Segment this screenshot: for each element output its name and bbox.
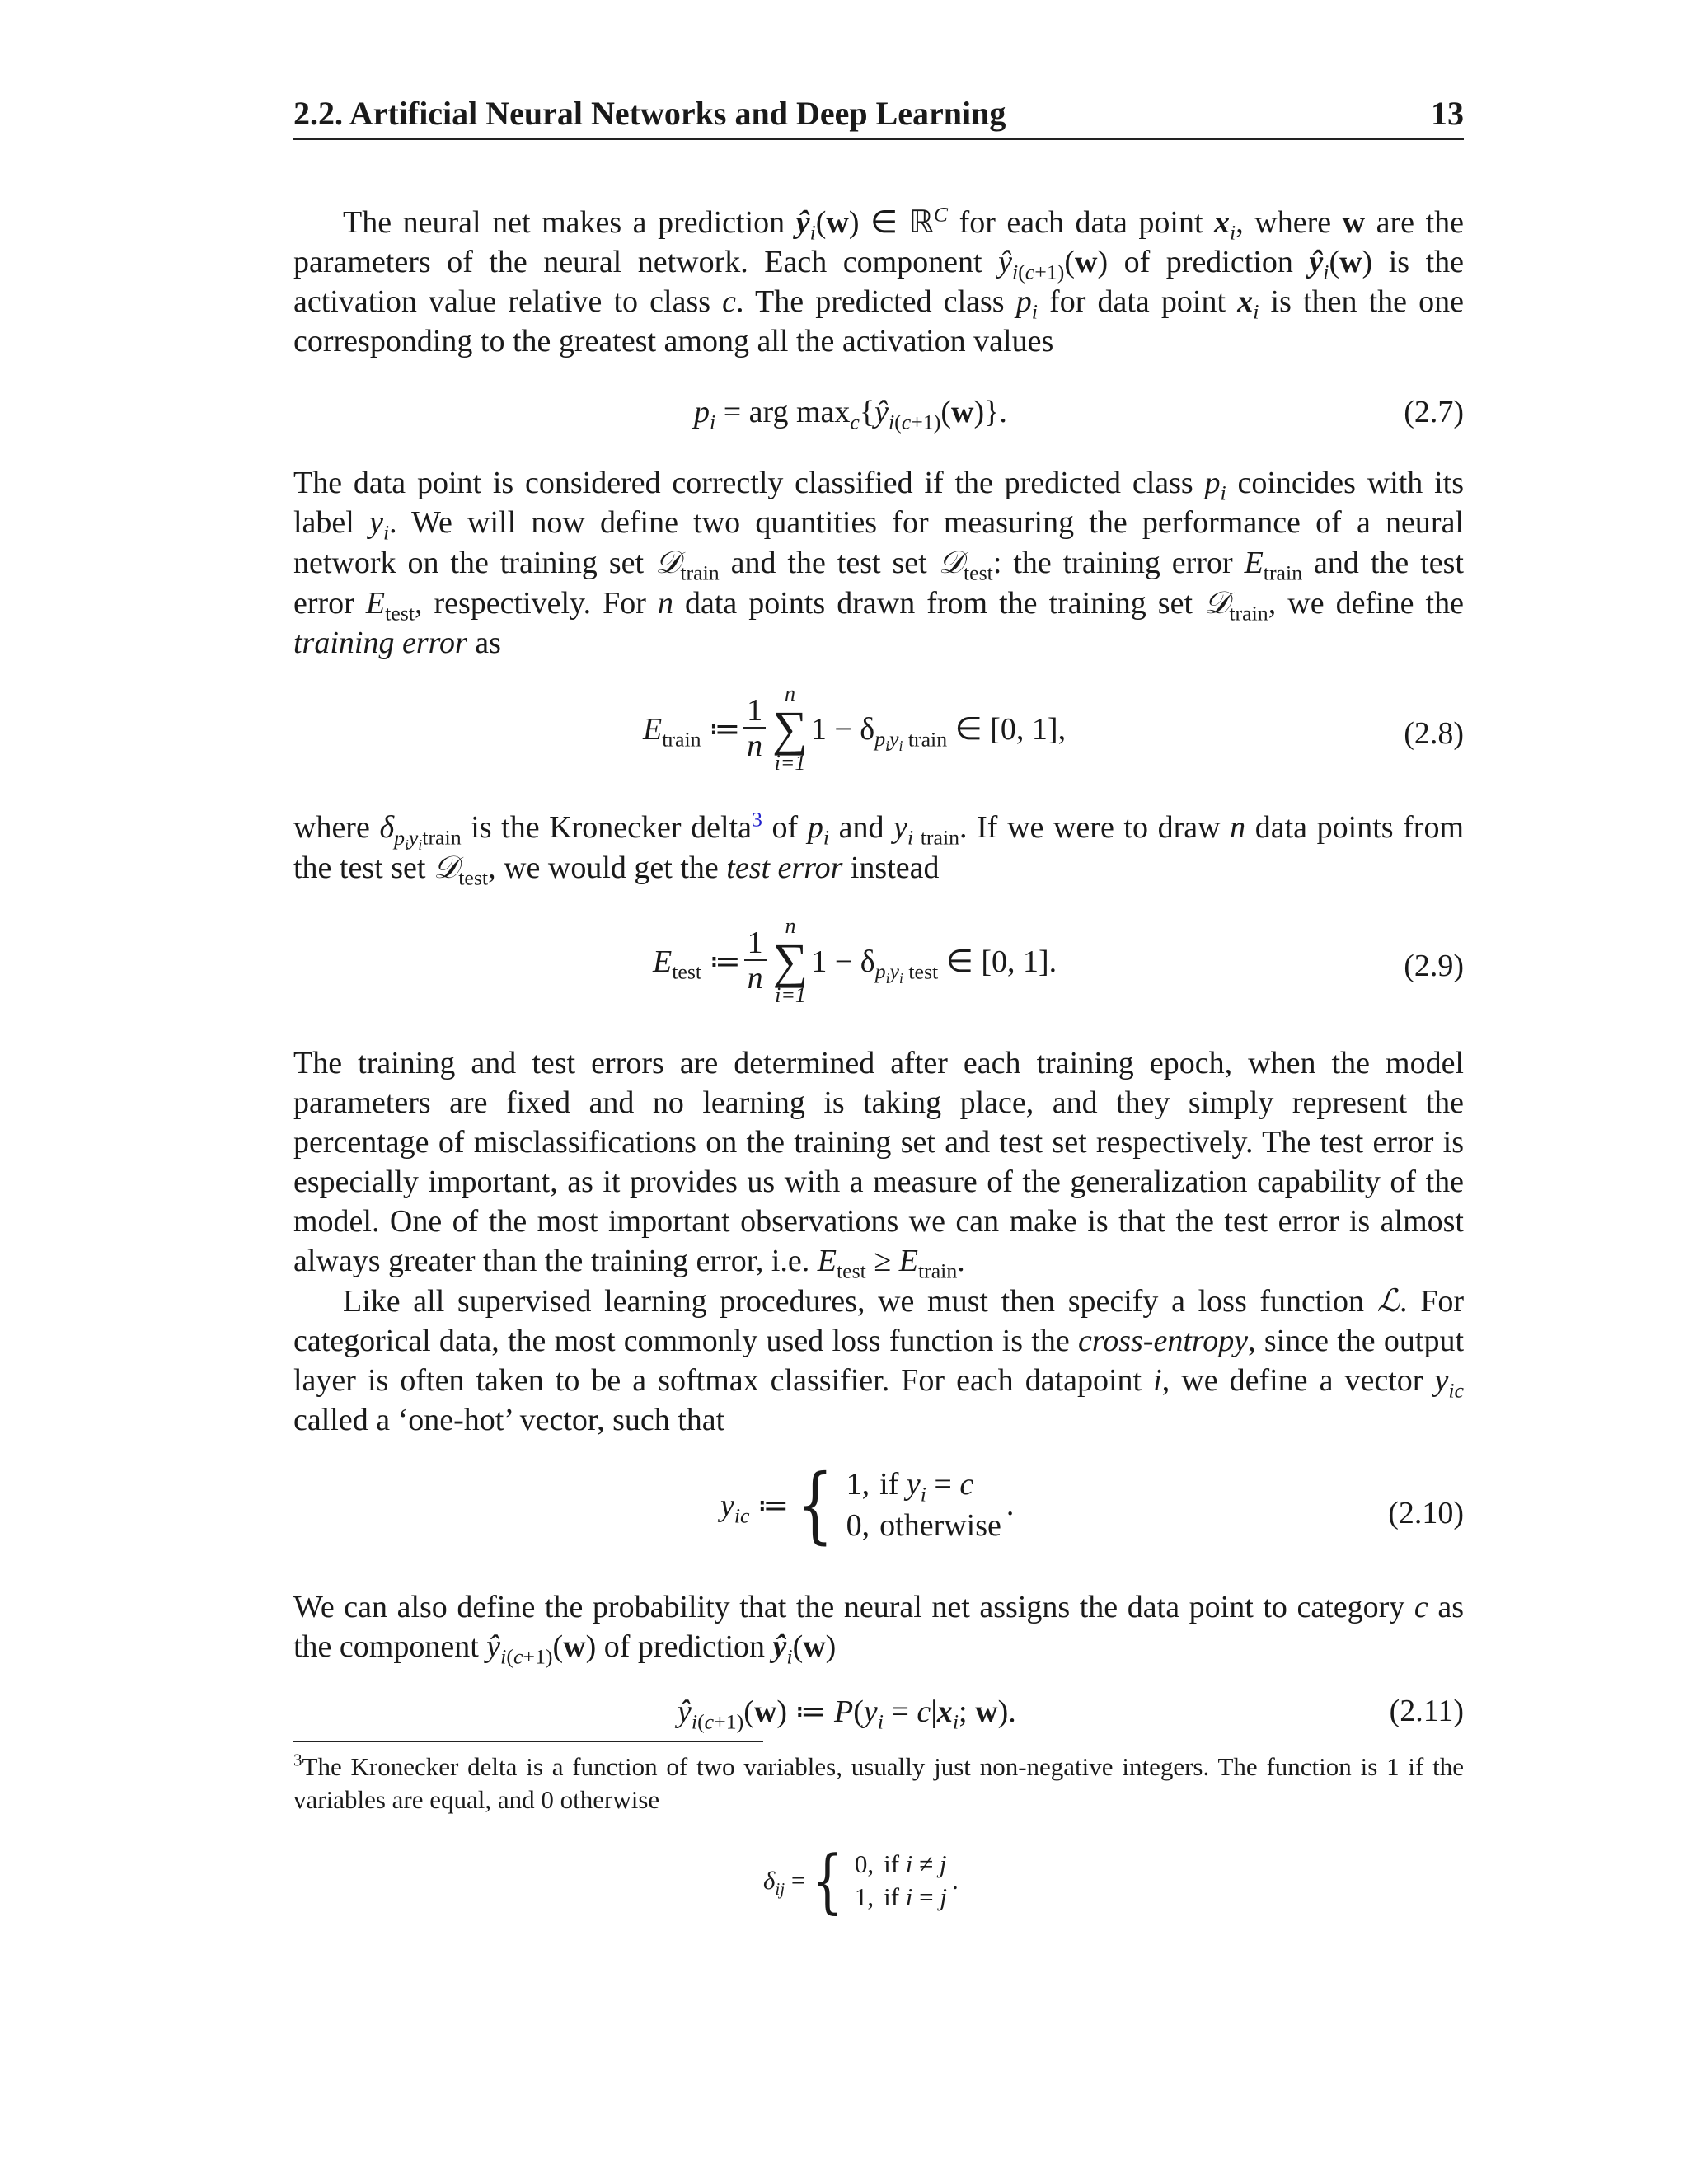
footnote: $^3$The Kronecker delta is a function of two variables, usually just non-negative integers. The function is 1 if the variables are equal, and 0 otherwise bbox=[293, 1750, 1464, 1814]
section-title: 2.2. Artificial Neural Networks and Deep Learning bbox=[293, 95, 1006, 132]
paragraph-probability: We can also define the probability that the neural net assigns the data point to category c as the component $ŷ_{i(c+1)}(w)$ of prediction $ŷ_i(w)$ bbox=[293, 1590, 1465, 1669]
equation-2-9: $E_{test}$ ≔ $\frac{1}{n}$ n ∑ i=1 $1 - \delta_{p_iy_i test}$ ∈ [0, 1]. (2.9) bbox=[653, 914, 1464, 1007]
paragraph-kronecker: where $\delta_{p_iy_itrain}$ is the Kronecker delta$^3$ of $p_i$ and $y_{i train}$. If we were to draw n data points from the test set 𝒟$_{test}$, we would get the test error instead bbox=[293, 807, 1465, 890]
paragraph-error-definitions: The data point is considered correctly classified if the predicted class $p_i$ coincides with its label $y_i$. We will now define two quantities for measuring the performance of a neural network on the training set 𝒟$_{train}$ and the test set 𝒟$_{test}$: the training error $E_{train}$ and the test error $E_{test}$, respectively. For n data points drawn from the training set 𝒟$_{train}$, we define the training error as bbox=[293, 466, 1464, 660]
equation-number: (2.7) bbox=[1404, 395, 1464, 429]
equation-2-7: $p_i$ = arg $\max_c\{ŷ_{i(c+1)}(w)\}$. (2.7) bbox=[694, 395, 1464, 434]
paragraph-prediction: The neural net makes a prediction $ŷ_i(w)$ ∈ ℝ$^C$ for each data point $x_i$, where w are the parameters of the neural network. Each component $ŷ_{i(c+1)}(w)$ of prediction $ŷ_i(w)$ is the activation value relative to class c. The predicted class $p_i$ for data point $x_i$ is then the one corresponding to the greatest among all the activation values bbox=[293, 202, 1465, 359]
paragraph-train-test-errors: The training and test errors are determined after each training epoch, when the model parameters are fixed and no learning is taking place, and they simply represent the percentage of misclassifications on the training set and test set respectively. The test error is especially important, as it provides us with a measure of the generalization capability of the model. One of the most important observations we can make is that the test error is almost always greater than the training error, i.e. $E_{test} \ge E_{train}$. bbox=[293, 1046, 1464, 1283]
equation-number: (2.8) bbox=[1404, 716, 1464, 751]
running-header bbox=[293, 94, 1464, 140]
footnote-rule bbox=[293, 1741, 763, 1742]
paragraph-loss-function: Like all supervised learning procedures, we must then specify a loss function ℒ. For categorical data, the most commonly used loss function is the cross-entropy, since the output layer is often taken to be a softmax classifier. For each datapoint i, we define a vector $y_{ic}$ called a ‘one-hot’ vector, such that bbox=[293, 1282, 1464, 1437]
equation-2-10: $y_{ic}$ ≔{ 1, if $y_i = c$ 0, otherwise. (2.10) bbox=[720, 1456, 1464, 1553]
page-number: 13 bbox=[1431, 95, 1464, 132]
equation-number: (2.11) bbox=[1389, 1694, 1464, 1728]
equation-kronecker-delta: $\delta_{ij}$ ={ 0, if i ≠ j 1, if i = j. bbox=[763, 1840, 959, 1921]
equation-2-11: $ŷ_{i(c+1)}(w)$ ≔ $P(y_i = c|x_i$; w). (2.11) bbox=[678, 1694, 1464, 1734]
equation-number: (2.9) bbox=[1404, 949, 1464, 983]
footnote-ref[interactable]: 3 bbox=[752, 807, 762, 832]
equation-number: (2.10) bbox=[1388, 1496, 1464, 1530]
equation-2-8: $E_{train}$ ≔ $\frac{1}{n}$ n ∑ i=1 $1 - \delta_{p_iy_i train}$ ∈ [0, 1], (2.8) bbox=[643, 682, 1464, 775]
